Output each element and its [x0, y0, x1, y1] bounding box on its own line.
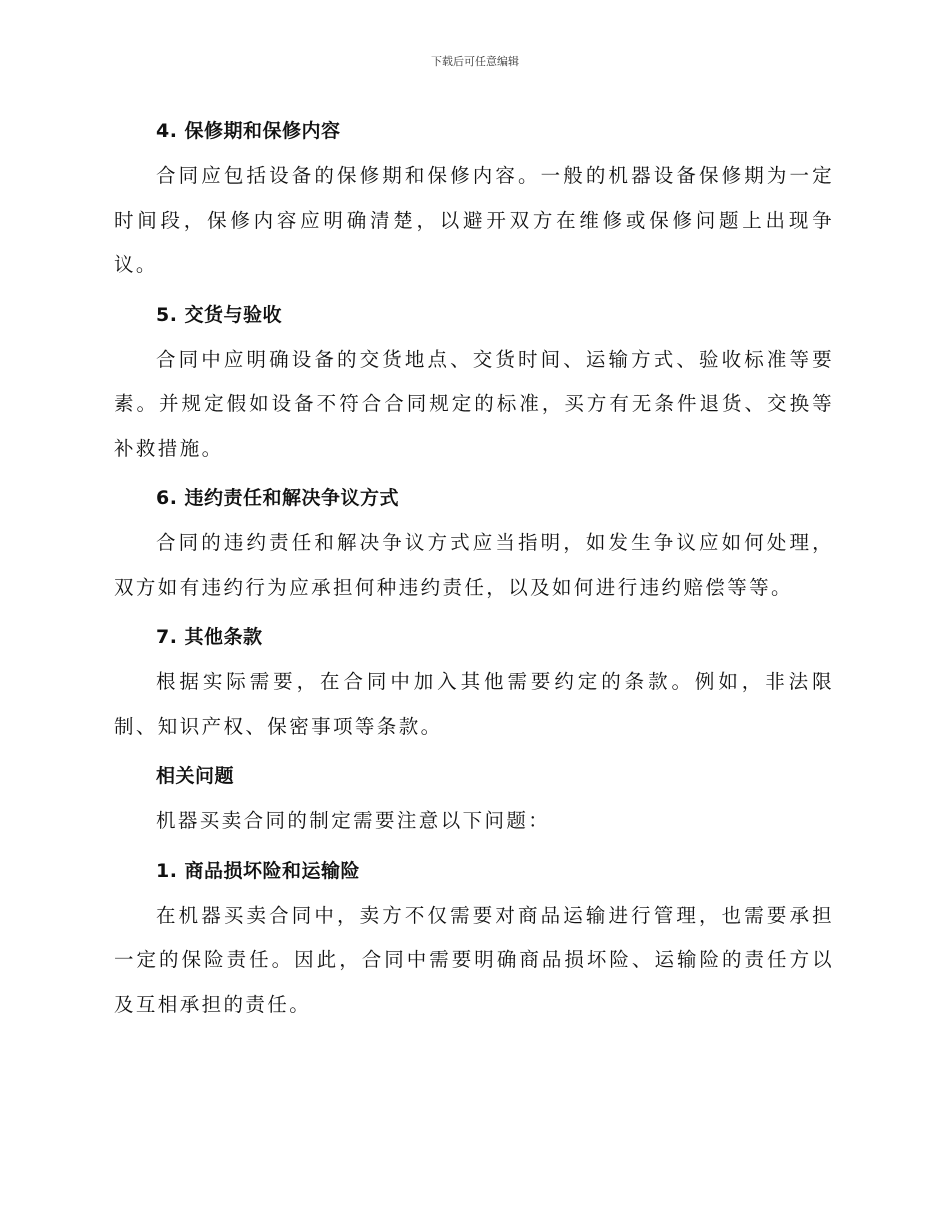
section-heading: 1. 商品损坏险和运输险 — [156, 859, 361, 882]
document-body — [114, 108, 834, 1027]
section-paragraph: 机器买卖合同的制定需要注意以下问题： — [156, 809, 551, 832]
section-paragraph: 合同的违约责任和解决争议方式应当指明，如发生争议应如何处理，双方如有违约行为应承担何种违约责任，以及如何进行违约赔偿等等。 — [114, 531, 834, 599]
section-liability — [114, 475, 834, 610]
section-heading: 5. 交货与验收 — [156, 303, 283, 326]
section-delivery — [114, 292, 834, 472]
section-heading: 相关问题 — [156, 765, 235, 787]
section-heading: 4. 保修期和保修内容 — [156, 120, 341, 142]
section-paragraph: 在机器买卖合同中，卖方不仅需要对商品运输进行管理，也需要承担一定的保险责任。因此，合同中需要明确商品损坏险、运输险的责任方以及互相承担的责任。 — [114, 903, 834, 1016]
section-warranty — [114, 108, 834, 288]
section-related-issues — [114, 753, 834, 844]
section-insurance — [114, 848, 834, 1028]
section-paragraph: 根据实际需要，在合同中加入其他需要约定的条款。例如，非法限制、知识产权、保密事项等条款。 — [114, 670, 834, 738]
page-header-note: 下载后可任意编辑 — [431, 55, 519, 68]
section-heading: 7. 其他条款 — [156, 626, 263, 648]
section-heading: 6. 违约责任和解决争议方式 — [156, 487, 400, 509]
section-other-terms — [114, 614, 834, 749]
section-paragraph: 合同应包括设备的保修期和保修内容。一般的机器设备保修期为一定时间段，保修内容应明确清楚，以避开双方在维修或保修问题上出现争议。 — [114, 164, 834, 276]
section-paragraph: 合同中应明确设备的交货地点、交货时间、运输方式、验收标准等要素。并规定假如设备不符合合同规定的标准，买方有无条件退货、交换等补救措施。 — [114, 347, 834, 460]
